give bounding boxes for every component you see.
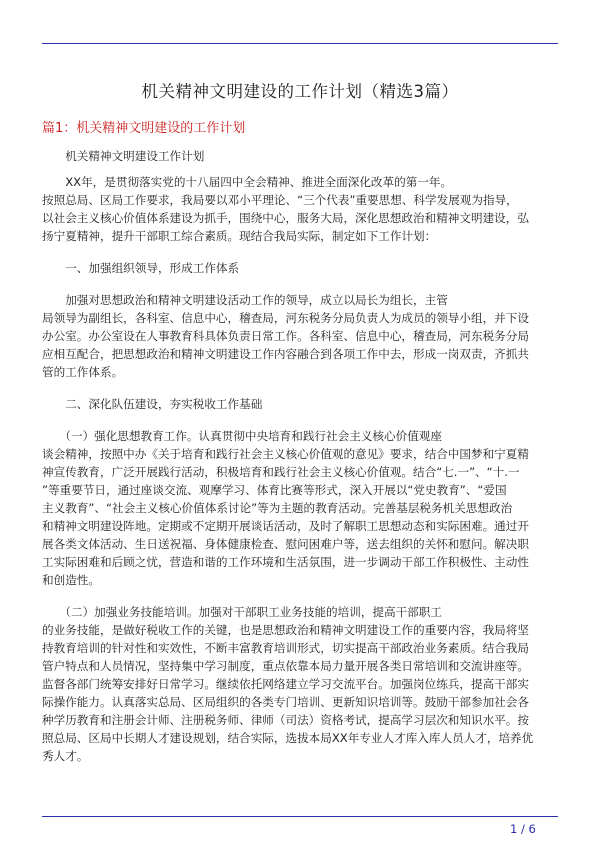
body-line: 机关精神文明建设工作计划 [42,149,205,163]
body-line: 神宣传教育，广泛开展践行活动，积极培育和践行社会主义核心价值观。结合“七.一”、“十.一 [42,465,520,479]
paragraph-spacer [42,413,558,427]
body-line: 应相互配合，把思想政治和精神文明建设工作内容融合到各项工作中去，形成一岗双责，齐抓共 [42,347,529,361]
body-line: 局领导为副组长，各科室、信息中心，稽查局，河东税务分局负责人为成员的领导小组，并下设 [42,311,529,325]
paragraph-spacer [42,589,558,603]
body-line: 加强对思想政治和精神文明建设活动工作的领导，成立以局长为组长，主管 [42,293,448,307]
body-line: 照总局、区局中长期人才建设规划，结合实际，选拔本局XX年专业人才库入库人员人才，培养优 [42,731,534,745]
paragraph-spacer [42,165,558,173]
body-line: 和创造性。 [42,573,100,587]
body-line: 和精神文明建设阵地。定期或不定期开展谈话活动，及时了解职工思想动态和实际困难。通过开 [42,519,529,533]
body-line: 工实际困难和后顾之忧，营造和谐的工作环境和生活氛围，进一步调动干部工作积极性、主动性 [42,555,529,569]
paragraph-spacer [42,381,558,395]
body-line: ”等重要节日，通过座谈交流、观摩学习、体育比赛等形式，深入开展以“党史教育”、“爱国 [42,483,507,497]
body-line: 监督各部门统筹安排好日常学习。继续依托网络建立学习交流平台。加强岗位练兵，提高干部实 [42,677,529,691]
body-line: 主义教育”、“社会主义核心价值体系讨论”等为主题的教育活动。完善基层税务机关思想政治 [42,501,513,515]
document-title: 机关精神文明建设的工作计划（精选3篇） [141,82,459,101]
body-line: 办公室。办公室设在人事教育科具体负责日常工作。各科室、信息中心，稽查局，河东税务分局 [42,329,529,343]
body-line: 管的工作体系。 [42,365,124,379]
body-line: 管户特点和人员情况，坚持集中学习制度，重点依靠本局力量开展各类日常培训和交流讲座等。 [42,659,529,673]
body-line: 际操作能力。认真落实总局、区局组织的各类专门培训、更新知识培训等。鼓励干部参加社会各 [42,695,529,709]
header-rule [42,43,558,44]
body-line: XX年，是贯彻落实党的十八届四中全会精神、推进全面深化改革的第一年。 [42,175,453,189]
body-line: 按照总局、区局工作要求，我局要以邓小平理论、“三个代表”重要思想、科学发展观为指导， [42,193,518,207]
paragraph-spacer [42,277,558,291]
body-line: 一、加强组织领导，形成工作体系 [42,261,240,275]
footer-rule [42,816,558,817]
body-line: 扬宁夏精神，提升干部职工综合素质。现结合我局实际，制定如下工作计划： [42,229,437,243]
body-line: 谈会精神，按照中办《关于培育和践行社会主义核心价值观的意见》要求，结合中国梦和宁夏精 [42,447,529,461]
body-line: （二）加强业务技能培训。加强对干部职工业务技能的培训，提高干部职工 [42,605,442,619]
body-line: 持教育培训的针对性和实效性，不断丰富教育培训形式，切实提高干部政治业务素质。结合我局 [42,641,529,655]
page-indicator: 1 / 6 [510,822,536,836]
body-line: 的业务技能，是做好税收工作的关键，也是思想政治和精神文明建设工作的重要内容，我局将坚 [42,623,529,637]
body-line: 种学历教育和注册会计师、注册税务师、律师（司法）资格考试，提高学习层次和知识水平。按 [42,713,529,727]
section-title: 篇1：机关精神文明建设的工作计划 [42,121,246,136]
paragraph-spacer [42,245,558,259]
body-line: 展各类文体活动、生日送祝福、身体健康检查、慰问困难户等，送去组织的关怀和慰问。解决职 [42,537,529,551]
body-line: （一）强化思想教育工作。认真贯彻中央培育和践行社会主义核心价值观座 [42,429,442,443]
body-line: 二、深化队伍建设，夯实税收工作基础 [42,397,263,411]
document-body [42,147,558,765]
body-line: 以社会主义核心价值体系建设为抓手，围绕中心，服务大局，深化思想政治和精神文明建设，弘 [42,211,529,225]
body-line: 秀人才。 [42,749,89,763]
